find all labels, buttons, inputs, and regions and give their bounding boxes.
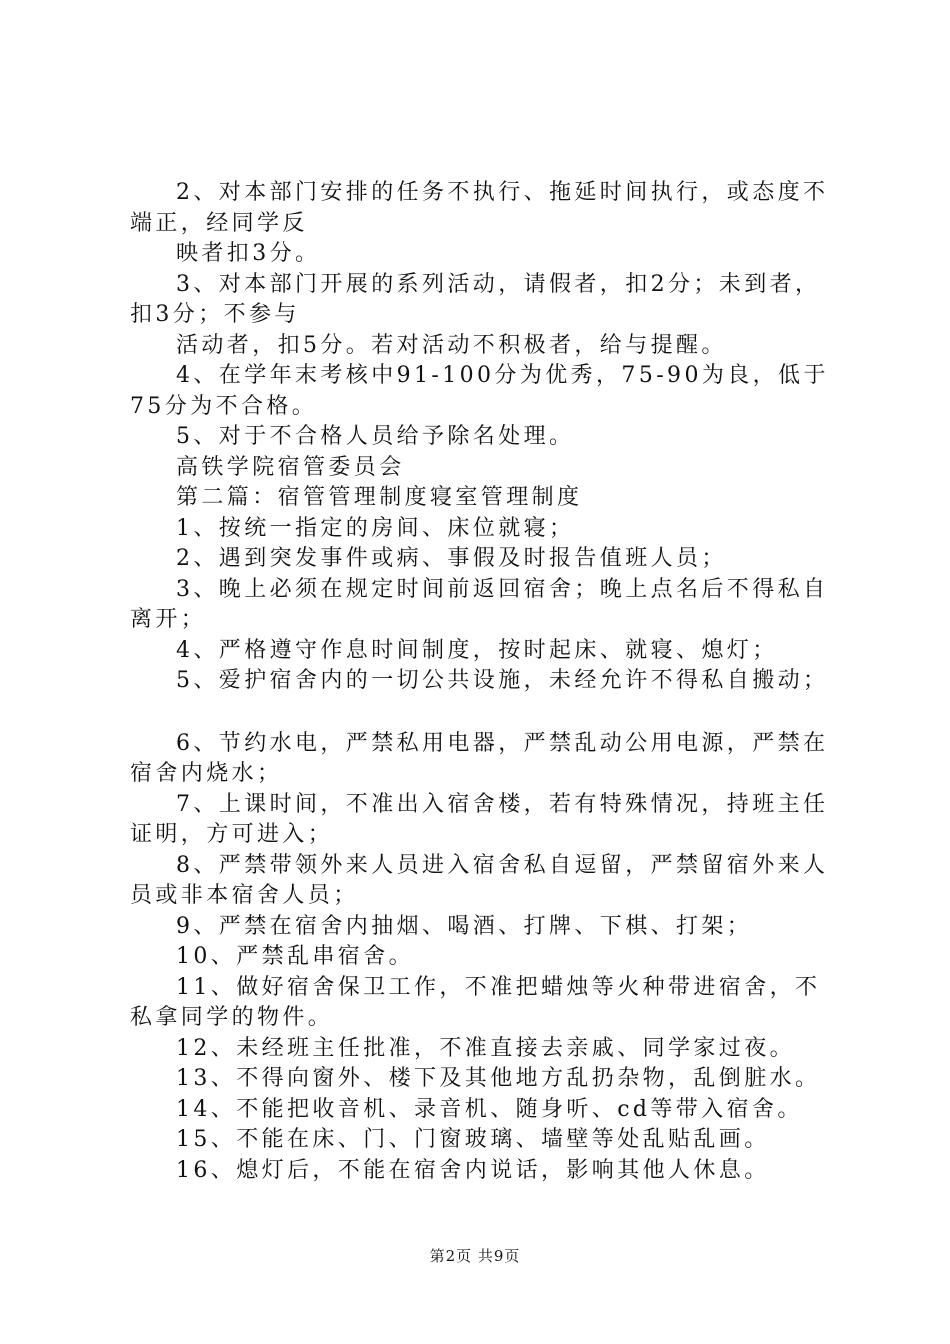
paragraph: 12、未经班主任批准，不准直接去亲戚、同学家过夜。 xyxy=(176,1035,795,1061)
paragraph: 2、遇到突发事件或病、事假及时报告值班人员； xyxy=(176,546,727,571)
paragraph: 6、节约水电，严禁私用电器，严禁乱动公用电源，严禁在宿舍内烧水； xyxy=(130,730,829,786)
paragraph: 4、在学年末考核中91-100分为优秀，75-90为良，低于75分为不合格。 xyxy=(130,363,829,419)
paragraph: 10、严禁乱串宿舍。 xyxy=(176,944,414,969)
paragraph: 8、严禁带领外来人员进入宿舍私自逗留，严禁留宿外来人员或非本宿舍人员； xyxy=(130,852,829,908)
paragraph: 3、晚上必须在规定时间前返回宿舍；晚上点名后不得私自离开； xyxy=(130,576,829,632)
paragraph-gap xyxy=(130,697,830,729)
paragraph: 13、不得向窗外、楼下及其他地方乱扔杂物，乱倒脏水。 xyxy=(176,1066,821,1091)
paragraph: 1、按统一指定的房间、床位就寝； xyxy=(176,515,575,541)
paragraph: 16、熄灯后，不能在宿舍内说话，影响其他人休息。 xyxy=(176,1157,770,1183)
paragraph: 9、严禁在宿舍内抽烟、喝酒、打牌、下棋、打架； xyxy=(176,913,753,939)
paragraph: 映者扣3分。 xyxy=(176,241,321,266)
paragraph: 14、不能把收音机、录音机、随身听、cd等带入宿舍。 xyxy=(176,1096,803,1122)
section-heading: 第二篇：宿管管理制度寝室管理制度 xyxy=(176,485,583,510)
paragraph: 5、对于不合格人员给予除名处理。 xyxy=(176,424,575,449)
paragraph: 3、对本部门开展的系列活动，请假者，扣2分；未到者，扣3分；不参与 xyxy=(130,271,821,327)
document-body xyxy=(130,178,830,1186)
paragraph: 活动者，扣5分。若对活动不积极者，给与提醒。 xyxy=(176,332,727,358)
paragraph: 4、严格遵守作息时间制度，按时起床、就寝、熄灯； xyxy=(176,637,778,663)
paragraph: 7、上课时间，不准出入宿舍楼，若有特殊情况，持班主任证明，方可进入； xyxy=(130,791,829,847)
signature-line: 高铁学院宿管委员会 xyxy=(176,454,405,480)
paragraph: 5、爱护宿舍内的一切公共设施，未经允许不得私自搬动； xyxy=(176,668,829,693)
page-footer: 第2页 共9页 xyxy=(429,1247,521,1265)
paragraph: 15、不能在床、门、门窗玻璃、墙壁等处乱贴乱画。 xyxy=(176,1127,770,1152)
paragraph: 2、对本部门安排的任务不执行、拖延时间执行，或态度不端正，经同学反 xyxy=(130,180,829,236)
paragraph: 11、做好宿舍保卫工作，不准把蜡烛等火种带进宿舍，不私拿同学的物件。 xyxy=(130,974,821,1030)
